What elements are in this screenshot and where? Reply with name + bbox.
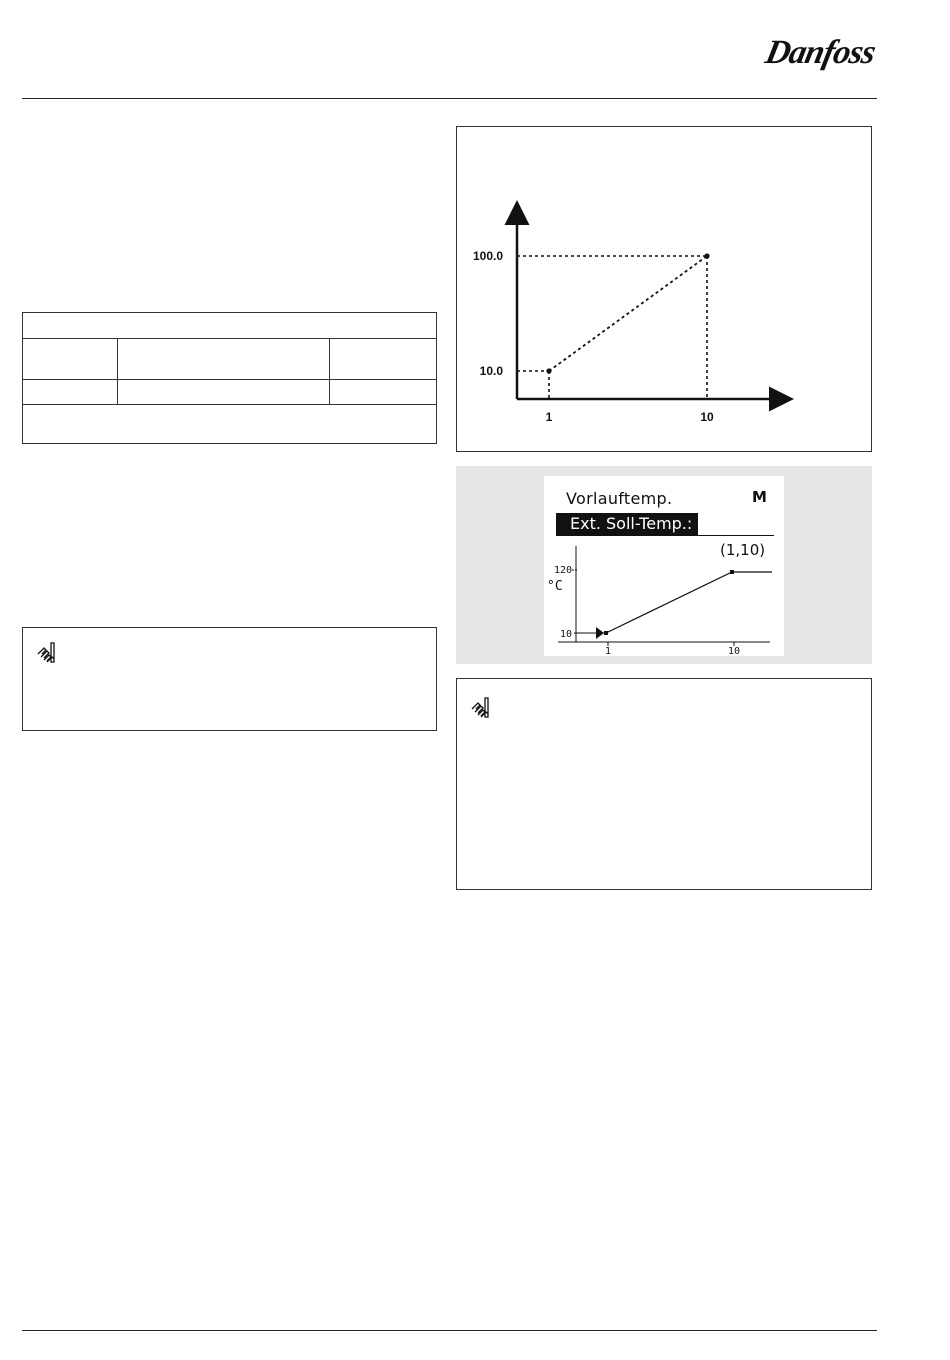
y-tick-label: 10.0 bbox=[479, 364, 503, 378]
display-title: Vorlauftemp. bbox=[566, 489, 673, 508]
display-x-right-label: 10 bbox=[728, 646, 741, 656]
x-tick-label: 1 bbox=[545, 410, 553, 424]
data-point bbox=[704, 253, 709, 258]
note-box-right bbox=[456, 678, 872, 890]
table-row-divider bbox=[23, 338, 436, 339]
display-point-left bbox=[604, 631, 608, 635]
header-divider bbox=[22, 98, 877, 99]
display-y-bottom-label: 10 bbox=[560, 629, 573, 640]
pointing-hand-icon bbox=[35, 640, 57, 664]
graph-svg bbox=[457, 127, 871, 451]
danfoss-logo bbox=[760, 30, 880, 80]
lcd-display bbox=[544, 476, 784, 656]
parameter-table bbox=[22, 312, 437, 444]
table-row-divider bbox=[23, 404, 436, 405]
logo-text: Danfoss bbox=[762, 34, 879, 71]
cursor-marker bbox=[596, 627, 604, 639]
setting-value: (1,10) bbox=[720, 541, 766, 559]
series-line bbox=[549, 256, 707, 371]
display-x-left-label: 1 bbox=[605, 646, 612, 656]
x-tick-label: 10 bbox=[700, 410, 714, 424]
display-screenshot-panel bbox=[456, 466, 872, 664]
mode-icon: M bbox=[752, 488, 767, 506]
display-unit-label: °C bbox=[547, 579, 563, 594]
note-box-left bbox=[22, 627, 437, 731]
footer-divider bbox=[22, 1330, 877, 1331]
data-point bbox=[546, 368, 551, 373]
display-y-top-label: 120 bbox=[554, 565, 573, 576]
characteristic-graph bbox=[456, 126, 872, 452]
table-col-divider bbox=[117, 338, 118, 404]
selected-menu-item[interactable]: Ext. Soll-Temp.: bbox=[556, 513, 698, 535]
y-tick-label: 100.0 bbox=[472, 249, 503, 263]
display-point-right bbox=[730, 570, 734, 574]
pointing-hand-icon bbox=[469, 695, 491, 719]
table-col-divider bbox=[329, 338, 330, 404]
display-curve bbox=[544, 476, 784, 656]
display-curve-line bbox=[606, 572, 772, 633]
table-row-divider bbox=[23, 379, 436, 380]
